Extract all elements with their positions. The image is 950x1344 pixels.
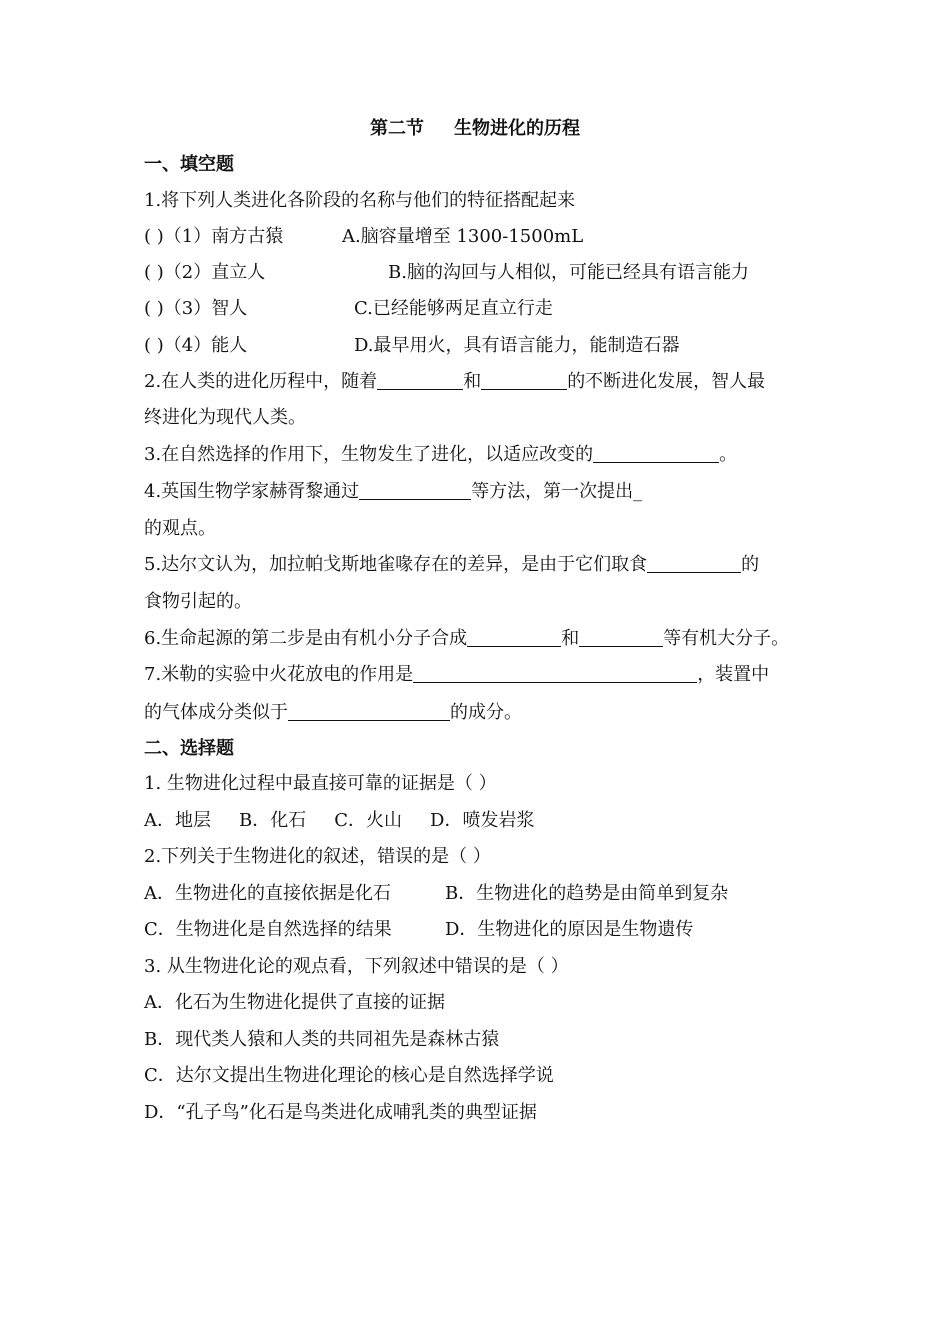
q3-line bbox=[144, 443, 737, 467]
q2-text: 和 bbox=[463, 371, 482, 392]
stage-name: （4）能人 bbox=[163, 335, 248, 356]
q4-line1 bbox=[144, 480, 642, 504]
feature-option: B.脑的沟回与人相似，可能已经具有语言能力 bbox=[388, 262, 749, 283]
page-title bbox=[0, 117, 950, 141]
answer-paren: ( ) bbox=[144, 298, 164, 319]
answer-blank[interactable] bbox=[359, 481, 471, 500]
mc-q1-options bbox=[144, 809, 534, 833]
q5-text: 的 bbox=[741, 554, 760, 575]
q6-text: 等有机大分子。 bbox=[663, 628, 790, 649]
mc-q2-option-a[interactable]: A．生物进化的直接依据是化石 bbox=[144, 883, 391, 904]
mc-q2-stem: 2.下列关于生物进化的叙述，错误的是（ ） bbox=[144, 846, 491, 867]
q3-text: 3.在自然选择的作用下，生物发生了进化，以适应改变的 bbox=[144, 444, 594, 465]
q3-text: 。 bbox=[719, 444, 738, 465]
answer-blank[interactable] bbox=[288, 702, 450, 721]
mc-q3-option-b[interactable]: B．现代类人猿和人类的共同祖先是森林古猿 bbox=[144, 1029, 500, 1050]
matching-row bbox=[144, 261, 265, 285]
choice-option[interactable]: B．化石 bbox=[239, 810, 307, 831]
q5-text: 5.达尔文认为，加拉帕戈斯地雀喙存在的差异，是由于它们取食 bbox=[144, 554, 648, 575]
mc-q2-option-d[interactable]: D．生物进化的原因是生物遗传 bbox=[445, 919, 694, 940]
section-heading-fill-blank: 一、填空题 bbox=[144, 154, 234, 175]
q7-text: 7.米勒的实验中火花放电的作用是 bbox=[144, 664, 414, 685]
mc-q1-stem: 1. 生物进化过程中最直接可靠的证据是（ ） bbox=[144, 773, 497, 794]
mc-q3-option-d[interactable]: D．“孔子鸟”化石是鸟类进化成哺乳类的典型证据 bbox=[144, 1102, 537, 1123]
title-section-number: 第二节 bbox=[370, 118, 424, 139]
q2-line2: 终进化为现代人类。 bbox=[144, 407, 306, 428]
q7-text: 的成分。 bbox=[450, 702, 522, 723]
q5-line1 bbox=[144, 553, 759, 577]
answer-blank[interactable] bbox=[647, 554, 741, 573]
stage-name: （3）智人 bbox=[163, 298, 248, 319]
matching-row bbox=[144, 334, 247, 358]
q7-line2 bbox=[144, 701, 522, 725]
q7-line1 bbox=[144, 663, 769, 687]
answer-paren: ( ) bbox=[144, 335, 164, 356]
answer-blank[interactable] bbox=[467, 628, 561, 647]
q1-stem: 1.将下列人类进化各阶段的名称与他们的特征搭配起来 bbox=[144, 190, 576, 211]
answer-blank[interactable] bbox=[481, 371, 567, 390]
q6-text: 6.生命起源的第二步是由有机小分子合成 bbox=[144, 628, 468, 649]
q6-text: 和 bbox=[561, 628, 580, 649]
mc-q3-option-c[interactable]: C．达尔文提出生物进化理论的核心是自然选择学说 bbox=[144, 1065, 554, 1086]
q7-text: ，装置中 bbox=[697, 664, 770, 685]
choice-option[interactable]: C．火山 bbox=[334, 810, 403, 831]
mc-q3-stem: 3. 从生物进化论的观点看，下列叙述中错误的是（ ） bbox=[144, 956, 569, 977]
stage-name: （1）南方古猿 bbox=[163, 226, 284, 247]
q6-line bbox=[144, 627, 789, 651]
answer-blank[interactable] bbox=[377, 371, 463, 390]
choice-option[interactable]: A．地层 bbox=[144, 810, 211, 831]
q7-text: 的气体成分类似于 bbox=[144, 702, 288, 723]
mc-q2-option-b[interactable]: B．生物进化的趋势是由简单到复杂 bbox=[445, 883, 729, 904]
feature-option: D.最早用火，具有语言能力，能制造石器 bbox=[354, 335, 680, 356]
q2-text: 2.在人类的进化历程中，随着 bbox=[144, 371, 378, 392]
mc-q2-option-c[interactable]: C．生物进化是自然选择的结果 bbox=[144, 919, 392, 940]
choice-option[interactable]: D．喷发岩浆 bbox=[430, 810, 535, 831]
answer-blank[interactable] bbox=[593, 444, 719, 463]
answer-blank[interactable] bbox=[579, 628, 663, 647]
q5-line2: 食物引起的。 bbox=[144, 591, 252, 612]
answer-paren: ( ) bbox=[144, 226, 164, 247]
q2-text: 的不断进化发展，智人最 bbox=[567, 371, 766, 392]
q4-text: 4.英国生物学家赫胥黎通过 bbox=[144, 481, 360, 502]
feature-option: A.脑容量增至 1300-1500mL bbox=[342, 226, 584, 247]
matching-row bbox=[144, 297, 247, 321]
answer-blank[interactable] bbox=[413, 664, 697, 683]
title-topic: 生物进化的历程 bbox=[454, 118, 580, 139]
q4-line2: 的观点。 bbox=[144, 518, 216, 539]
q4-text: 等方法，第一次提出_ bbox=[471, 481, 643, 502]
mc-q3-option-a[interactable]: A．化石为生物进化提供了直接的证据 bbox=[144, 992, 445, 1013]
answer-paren: ( ) bbox=[144, 262, 164, 283]
section-heading-multiple-choice: 二、选择题 bbox=[144, 738, 234, 759]
matching-row bbox=[144, 225, 283, 249]
q2-line1 bbox=[144, 370, 765, 394]
feature-option: C.已经能够两足直立行走 bbox=[354, 298, 553, 319]
stage-name: （2）直立人 bbox=[163, 262, 266, 283]
